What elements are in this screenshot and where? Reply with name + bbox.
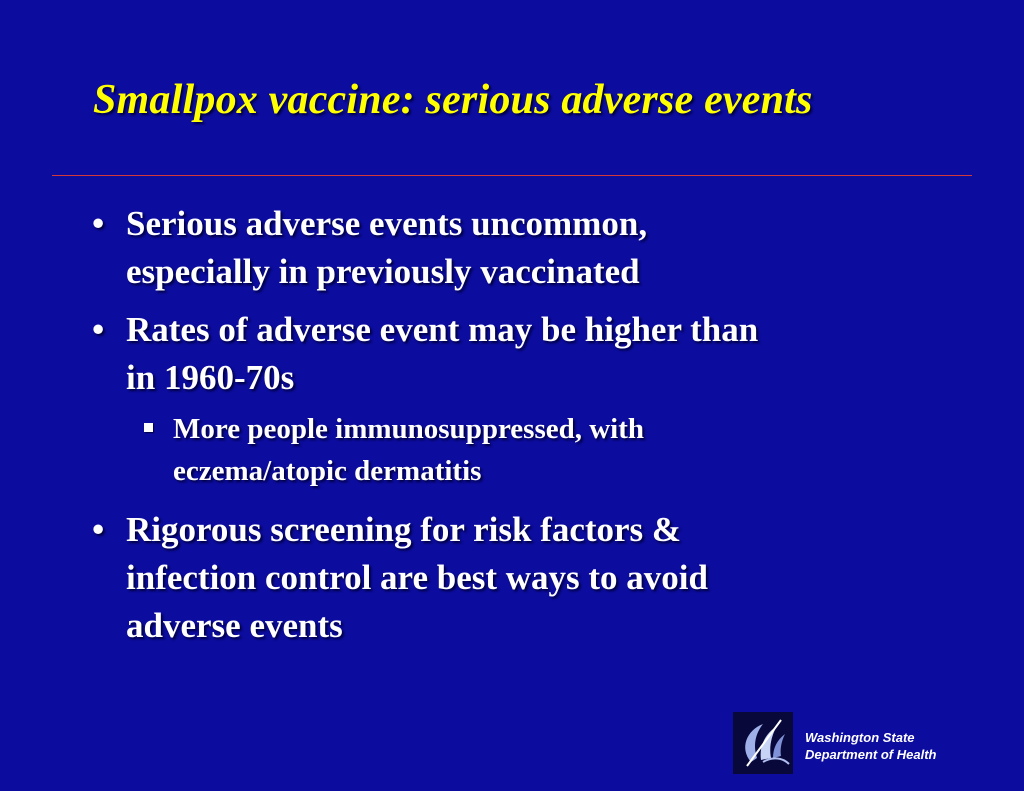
org-name-line: Department of Health xyxy=(805,747,937,762)
bullet-dot-icon: • xyxy=(92,204,105,243)
bullet-dot-icon: • xyxy=(92,310,105,349)
bullet-dot-icon: • xyxy=(92,510,105,549)
title-divider xyxy=(52,175,972,176)
bullet-item xyxy=(92,200,972,296)
bullet-text-line: Rates of adverse event may be higher than xyxy=(126,310,759,349)
org-name-line: Washington State xyxy=(805,730,915,745)
bullet-item xyxy=(92,306,972,402)
sub-bullet-text-line: More people immunosuppressed, with xyxy=(173,413,645,445)
square-bullet-icon xyxy=(144,423,153,432)
bullet-text-line: Rigorous screening for risk factors & xyxy=(126,510,682,549)
bullet-text-line: adverse events xyxy=(126,606,343,645)
bullet-text-line: infection control are best ways to avoid xyxy=(126,558,708,597)
organization-name xyxy=(805,729,936,763)
wa-doh-logo-icon xyxy=(733,712,793,774)
sub-bullet-text-line: eczema/atopic dermatitis xyxy=(173,455,482,487)
bullet-text-line: Serious adverse events uncommon, xyxy=(126,204,648,243)
bullet-item xyxy=(92,506,972,650)
bullet-list xyxy=(92,200,972,660)
bullet-text-line: especially in previously vaccinated xyxy=(126,252,640,291)
slide-title: Smallpox vaccine: serious adverse events xyxy=(93,77,813,123)
sub-bullet-item xyxy=(92,408,972,492)
bullet-text-line: in 1960-70s xyxy=(126,358,295,397)
